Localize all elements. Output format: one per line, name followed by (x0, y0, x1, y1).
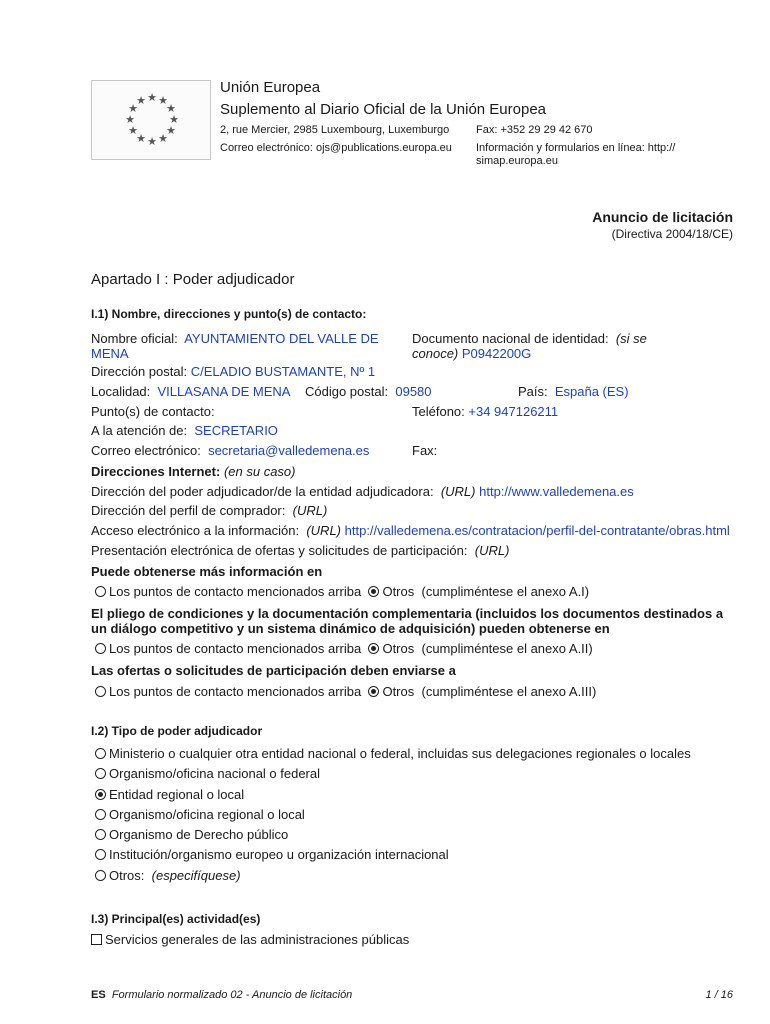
svg-text:★: ★ (158, 132, 168, 145)
radio-above[interactable] (95, 586, 106, 597)
header-email: Correo electrónico: ojs@publications.europa.eu (220, 142, 452, 154)
footer-page: 1 / 16 (705, 989, 733, 1001)
eu-flag-logo (91, 80, 211, 160)
locality-label: Localidad: (91, 384, 151, 399)
submission-row (91, 543, 509, 558)
eu-stars-icon (92, 81, 210, 159)
header-org: Unión Europea (220, 79, 321, 96)
authority-type-list (95, 744, 691, 886)
fax-label: Fax: (412, 443, 438, 458)
authority-option[interactable] (95, 825, 691, 845)
zip-row (305, 384, 432, 399)
header-fax: Fax: +352 29 29 42 670 (476, 124, 593, 136)
i2-title: I.2) Tipo de poder adjudicador (91, 724, 263, 738)
phone-row (412, 404, 558, 419)
attention-value: SECRETARIO (194, 423, 278, 438)
email-row (91, 443, 369, 458)
access-link[interactable]: http://valledemena.es/contratacion/perfil-del-contratante/obras.html (344, 523, 730, 538)
specify-hint: (especifíquese) (151, 867, 241, 883)
ca-address-row (91, 484, 634, 499)
svg-text:★: ★ (136, 132, 146, 145)
authority-option[interactable] (95, 744, 691, 764)
radio-authority-3[interactable] (95, 809, 106, 820)
offers-title: Las ofertas o solicitudes de participación deben enviarse a (91, 663, 456, 678)
svg-text:★: ★ (147, 135, 157, 148)
access-row (91, 523, 730, 538)
more-info-title: Puede obtenerse más información en (91, 564, 323, 579)
authority-option-label: Institución/organismo europeo u organización internacional (109, 847, 449, 863)
footer-lang: ES (91, 989, 106, 1001)
url-tag: (URL) (474, 543, 510, 558)
radio-other-selected[interactable] (368, 586, 379, 597)
email-value[interactable]: secretaria@valledemena.es (208, 443, 370, 458)
more-info-options (95, 584, 589, 599)
buyer-profile-label: Dirección del perfil de comprador: (91, 503, 286, 518)
radio-authority-6[interactable] (95, 870, 106, 881)
option-other-label: Otros (382, 584, 415, 599)
nid-hint: (si se (615, 331, 647, 346)
radio-other-selected[interactable] (368, 686, 379, 697)
official-name-value-line2: MENA (91, 346, 129, 361)
annex-a1: (cumpliméntese el anexo A.I) (421, 584, 590, 599)
header-address: 2, rue Mercier, 2985 Luxembourg, Luxemburgo (220, 124, 450, 136)
svg-text:★: ★ (147, 91, 157, 104)
activity-checkbox[interactable] (91, 934, 102, 945)
header-info-line1: Información y formularios en línea: http:// (476, 142, 676, 154)
submission-label: Presentación electrónica de ofertas y solicitudes de participación: (91, 543, 468, 558)
official-name-value: AYUNTAMIENTO DEL VALLE DE (184, 331, 379, 346)
option-above-label: Los puntos de contacto mencionados arriba (109, 684, 362, 699)
phone-label: Teléfono: (412, 404, 465, 419)
authority-option-label: Ministerio o cualquier otra entidad nacional o federal, incluidas sus delegaciones regionales o locales (109, 746, 691, 761)
footer-left (91, 989, 352, 1001)
postal-label: Dirección postal: (91, 364, 188, 379)
header-info-line2: simap.europa.eu (476, 155, 558, 167)
buyer-profile-row (91, 503, 327, 518)
radio-authority-0[interactable] (95, 748, 106, 759)
zip-label: Código postal: (305, 384, 389, 399)
internet-hint: (en su caso) (223, 464, 296, 479)
radio-other-selected[interactable] (368, 643, 379, 654)
option-above-label: Los puntos de contacto mencionados arriba (109, 641, 362, 656)
ca-address-link[interactable]: http://www.valledemena.es (479, 484, 634, 499)
svg-text:★: ★ (158, 94, 168, 107)
authority-option[interactable] (95, 866, 691, 886)
option-other-label: Otros (382, 684, 415, 699)
option-other-label: Otros (382, 641, 415, 656)
activity-row (91, 932, 409, 947)
specs-title-line2: un diálogo competitivo y un sistema dinámico de adquisición) pueden obtenerse en (91, 621, 610, 636)
url-tag: (URL) (292, 503, 328, 518)
authority-option-label: Entidad regional o local (109, 786, 245, 802)
radio-above[interactable] (95, 686, 106, 697)
svg-text:★: ★ (166, 102, 176, 115)
svg-text:★: ★ (166, 124, 176, 137)
attention-row (91, 423, 278, 438)
authority-option[interactable] (95, 805, 691, 825)
radio-authority-2-selected[interactable] (95, 789, 106, 800)
specs-title-line1: El pliego de condiciones y la documentación complementaria (incluidos los documentos destinados a (91, 606, 724, 621)
authority-option-label: Organismo de Derecho público (109, 827, 289, 843)
url-tag: (URL) (440, 484, 476, 499)
authority-option-label: Otros: (109, 867, 145, 883)
official-name-row (91, 331, 379, 346)
radio-authority-4[interactable] (95, 829, 106, 840)
i1-title: I.1) Nombre, direcciones y punto(s) de contacto: (91, 307, 367, 321)
access-label: Acceso electrónico a la información: (91, 523, 300, 538)
svg-text:★: ★ (128, 102, 138, 115)
authority-option[interactable] (95, 764, 691, 784)
authority-option-label: Organismo/oficina nacional o federal (109, 766, 321, 782)
option-above-label: Los puntos de contacto mencionados arriba (109, 584, 362, 599)
nid-hint-2: conoce) (412, 346, 459, 361)
header-journal: Suplemento al Diario Oficial de la Unión Europea (220, 101, 547, 118)
attention-label: A la atención de: (91, 423, 188, 438)
official-name-label: Nombre oficial: (91, 331, 178, 346)
locality-value: VILLASANA DE MENA (157, 384, 291, 399)
postal-value: C/ELADIO BUSTAMANTE, Nº 1 (190, 364, 376, 379)
contact-label: Punto(s) de contacto: (91, 404, 215, 419)
country-label: País: (518, 384, 548, 399)
nid-value: P0942200G (461, 346, 532, 361)
email-label: Correo electrónico: (91, 443, 201, 458)
i3-title: I.3) Principal(es) actividad(es) (91, 912, 261, 926)
annex-a2: (cumpliméntese el anexo A.II) (421, 641, 593, 656)
postal-row (91, 364, 375, 379)
svg-text:★: ★ (136, 94, 146, 107)
specs-options (95, 641, 593, 656)
notice-directive: (Directiva 2004/18/CE) (611, 227, 733, 241)
internet-row (91, 464, 296, 479)
ca-address-label: Dirección del poder adjudicador/de la entidad adjudicadora: (91, 484, 434, 499)
svg-text:★: ★ (128, 124, 138, 137)
url-tag: (URL) (306, 523, 342, 538)
phone-value: +34 947126211 (468, 404, 559, 419)
footer-form: Formulario normalizado 02 - Anuncio de licitación (111, 989, 353, 1001)
nid-row-2 (412, 346, 531, 361)
locality-row (91, 384, 290, 399)
country-value: España (ES) (554, 384, 629, 399)
offers-options (95, 684, 596, 699)
svg-text:★: ★ (169, 113, 179, 126)
authority-option-label: Organismo/oficina regional o local (109, 806, 305, 822)
svg-text:★: ★ (125, 113, 135, 126)
country-row (518, 384, 629, 399)
radio-authority-5[interactable] (95, 849, 106, 860)
nid-label: Documento nacional de identidad: (412, 331, 609, 346)
radio-authority-1[interactable] (95, 768, 106, 779)
annex-a3: (cumpliméntese el anexo A.III) (421, 684, 597, 699)
activity-label: Servicios generales de las administraciones públicas (105, 932, 410, 947)
authority-option[interactable] (95, 785, 691, 805)
internet-label: Direcciones Internet: (91, 464, 221, 479)
radio-above[interactable] (95, 643, 106, 654)
zip-value: 09580 (395, 384, 432, 399)
section-title: Apartado I : Poder adjudicador (91, 271, 295, 288)
notice-title: Anuncio de licitación (592, 209, 733, 225)
nid-row (412, 331, 647, 346)
authority-option[interactable] (95, 845, 691, 865)
